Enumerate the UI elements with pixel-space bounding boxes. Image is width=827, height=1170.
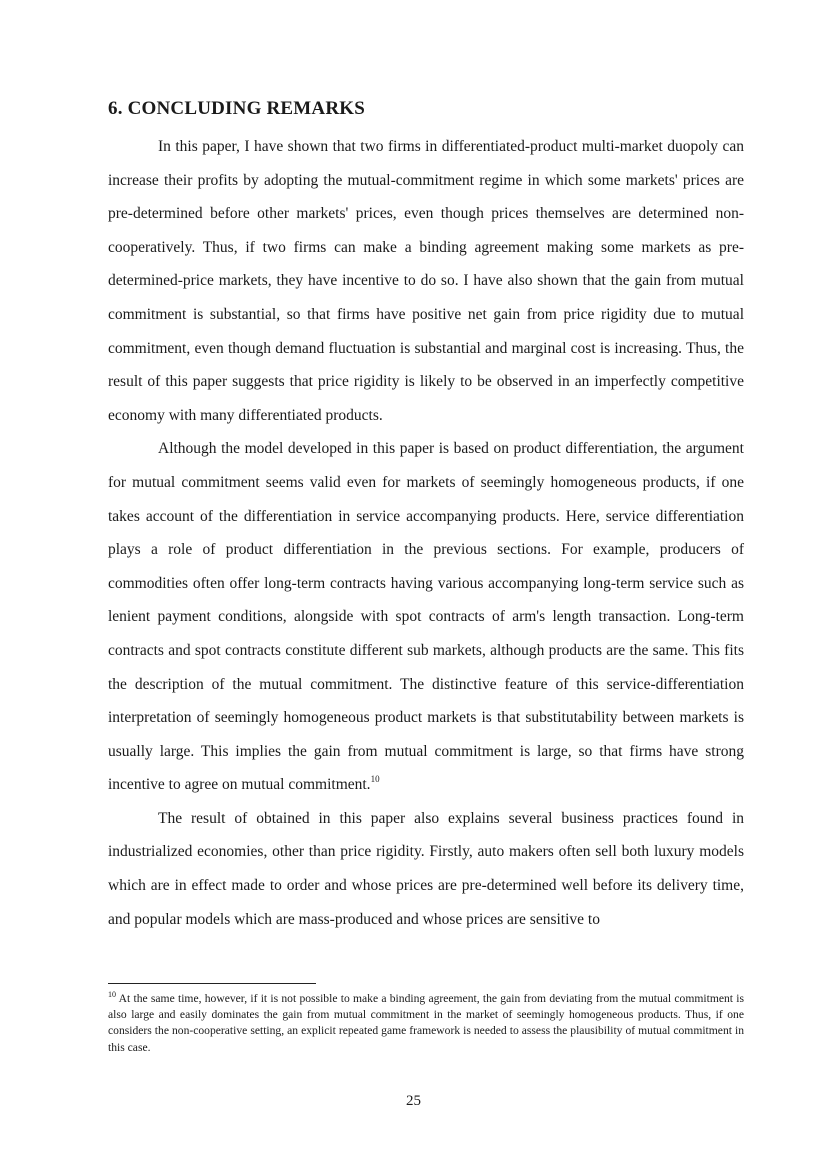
footnote-reference: 10 bbox=[370, 774, 380, 785]
footnote-divider bbox=[108, 983, 316, 984]
footnote bbox=[108, 991, 744, 1056]
paragraph-3: The result of obtained in this paper also explains several business practices found in industrialized economies, other than price rigidity. Firstly, auto makers often sell both luxury models which are in effect made to order and whose prices are pre-determined well before its delivery time, and popular models which are mass-produced and whose prices are sensitive to bbox=[108, 809, 744, 928]
page-number: 25 bbox=[406, 1093, 421, 1109]
section-heading: 6. CONCLUDING REMARKS bbox=[108, 98, 366, 119]
paragraph-2 bbox=[108, 432, 744, 802]
footnote-text: At the same time, however, if it is not possible to make a binding agreement, the gain from deviating from the mutual commitment is also large and easily dominates the gain from mutual commitment in the market of seemingly homogeneous products. Thus, if one considers the non-cooperative setting, an explicit repeated game framework is needed to assess the plausibility of mutual commitment in this case. bbox=[108, 992, 744, 1054]
footnote-number: 10 bbox=[108, 990, 116, 999]
body-text bbox=[108, 130, 744, 936]
paragraph-1: In this paper, I have shown that two firms in differentiated-product multi-market duopoly can increase their profits by adopting the mutual-commitment regime in which some markets' prices are pre-determined before other markets' prices, even though prices themselves are determined non-cooperatively. Thus, if two firms can make a binding agreement making some markets as pre-determined-price markets, they have incentive to do so. I have also shown that the gain from mutual commitment is substantial, so that firms have positive net gain from price rigidity due to mutual commitment, even though demand fluctuation is substantial and marginal cost is increasing. Thus, the result of this paper suggests that price rigidity is likely to be observed in an imperfectly competitive economy with many differentiated products. bbox=[108, 138, 744, 424]
paragraph-2-text: Although the model developed in this paper is based on product differentiation, the argument for mutual commitment seems valid even for markets of seemingly homogeneous products, if one takes account of the differentiation in service accompanying products. Here, service differentiation plays a role of product differentiation in the previous sections. For example, producers of commodities often offer long-term contracts having various accompanying long-term service such as lenient payment conditions, alongside with spot contracts of arm's length transaction. Long-term contracts and spot contracts constitute different sub markets, although products are the same. This fits the description of the mutual commitment. The distinctive feature of this service-differentiation interpretation of seemingly homogeneous product markets is that substitutability between markets is usually large. This implies the gain from mutual commitment is large, so that firms have strong incentive to agree on mutual commitment. bbox=[108, 440, 744, 794]
